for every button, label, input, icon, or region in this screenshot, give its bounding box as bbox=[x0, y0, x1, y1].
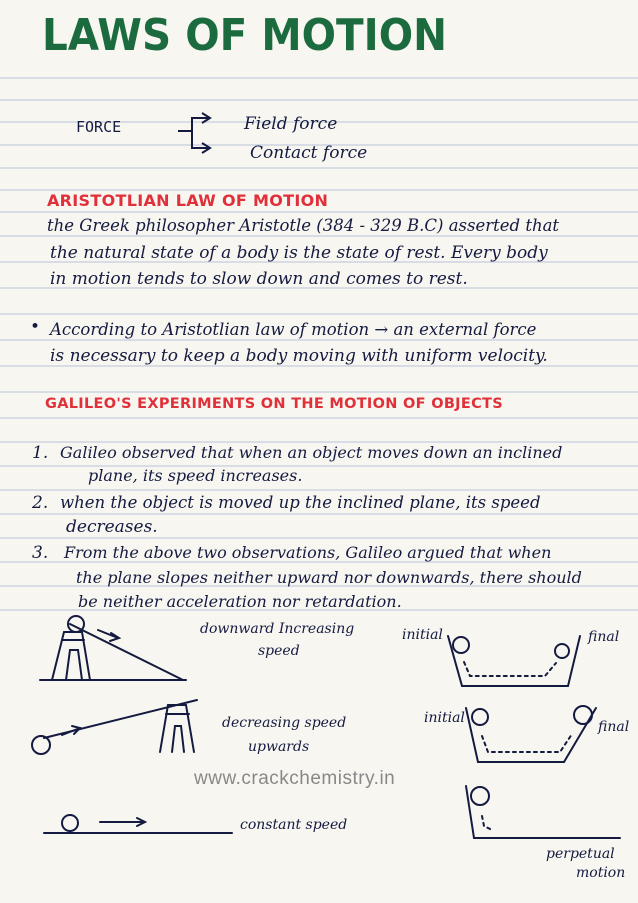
force-type-contact: Contact force bbox=[250, 143, 368, 163]
bowl-final-label: final bbox=[588, 629, 620, 645]
galileo-point-line: Galileo observed that when an object moves down an inclined bbox=[60, 443, 563, 462]
force-type-field: Field force bbox=[244, 114, 338, 134]
point-number: 3. bbox=[32, 543, 49, 563]
bowl-initial-label: initial bbox=[424, 710, 465, 726]
point-number: 1. bbox=[32, 443, 49, 463]
aristotle-line: the natural state of a body is the state of rest. Every body bbox=[50, 243, 548, 263]
galileo-point-line: decreases. bbox=[66, 517, 158, 537]
flat-label: constant speed bbox=[240, 817, 348, 833]
galileo-point-line: plane, its speed increases. bbox=[88, 466, 303, 485]
galileo-point-line: From the above two observations, Galileo argued that when bbox=[64, 543, 552, 562]
galileo-point-line: the plane slopes neither upward nor downwards, there should bbox=[76, 568, 582, 587]
bullet-dot: • bbox=[30, 317, 41, 337]
aristotle-line: in motion tends to slow down and comes to rest. bbox=[50, 269, 468, 289]
perpetual-label: motion bbox=[576, 865, 626, 881]
aristotle-bullet-line: According to Aristotlian law of motion → an external force bbox=[50, 320, 537, 339]
galileo-point-line: be neither acceleration nor retardation. bbox=[78, 592, 402, 611]
aristotle-bullet-line: is necessary to keep a body moving with uniform velocity. bbox=[50, 346, 548, 366]
up-label: upwards bbox=[248, 739, 310, 755]
galileo-heading: GALILEO'S EXPERIMENTS ON THE MOTION OF OBJECTS bbox=[45, 396, 503, 412]
bowl-initial-label: initial bbox=[402, 627, 443, 643]
bowl-final-label: final bbox=[598, 719, 630, 735]
page-title: LAWS OF MOTION bbox=[42, 10, 448, 61]
up-label: decreasing speed bbox=[222, 715, 347, 731]
force-label: FORCE bbox=[76, 118, 122, 136]
galileo-point-line: when the object is moved up the inclined plane, its speed bbox=[60, 493, 541, 512]
watermark-url[interactable]: www.crackchemistry.in bbox=[194, 768, 396, 789]
point-number: 2. bbox=[32, 493, 49, 513]
aristotle-line: the Greek philosopher Aristotle (384 - 329 B.C) asserted that bbox=[47, 216, 560, 235]
aristotle-heading: ARISTOTLIAN LAW OF MOTION bbox=[47, 191, 329, 210]
perpetual-label: perpetual bbox=[546, 846, 615, 862]
down-label: downward Increasing bbox=[200, 621, 355, 637]
down-label: speed bbox=[258, 643, 300, 659]
